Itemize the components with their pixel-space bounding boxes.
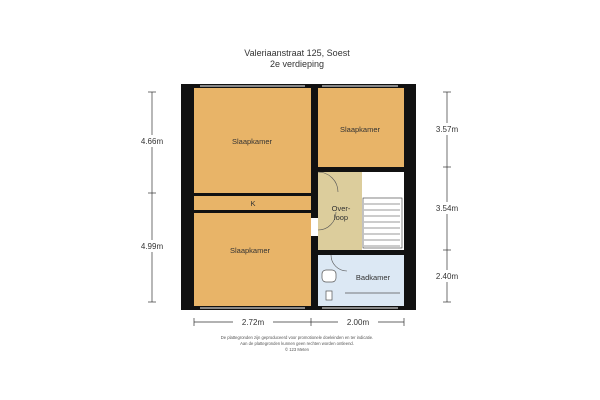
- dim-right-top: 3.57m: [435, 125, 459, 134]
- label-landing-line2: loop: [333, 213, 349, 222]
- floor-title: 2e verdieping: [269, 59, 325, 69]
- bedroom-bottom-left: [194, 213, 311, 306]
- dim-bottom-right: 2.00m: [346, 318, 370, 327]
- dim-right-middle: 3.54m: [435, 204, 459, 213]
- dim-bottom-left: 2.72m: [241, 318, 265, 327]
- label-bedroom-top-left: Slaapkamer: [231, 137, 273, 146]
- label-bedroom-top-right: Slaapkamer: [339, 125, 381, 134]
- disclaimer-line1: De plattegronden zijn geproduceerd voor promotionele doeleinden en ter indicatie.: [220, 335, 374, 340]
- disclaimer-line3: © 123 Meten: [284, 347, 310, 352]
- dim-left-bottom: 4.99m: [140, 242, 164, 251]
- label-closet: K: [250, 199, 256, 208]
- dim-left-top: 4.66m: [140, 137, 164, 146]
- disclaimer-line2: Aan de plattegronden kunnen geen rechten worden ontleend.: [240, 341, 354, 346]
- sink-icon: [326, 291, 332, 300]
- dim-right-bottom: 2.40m: [435, 272, 459, 281]
- address-title: Valeriaanstraat 125, Soest: [244, 48, 350, 58]
- label-bedroom-bottom-left: Slaapkamer: [229, 246, 271, 255]
- label-bathroom: Badkamer: [355, 273, 391, 282]
- label-landing-line1: Over-: [331, 204, 351, 213]
- toilet-icon: [322, 270, 336, 282]
